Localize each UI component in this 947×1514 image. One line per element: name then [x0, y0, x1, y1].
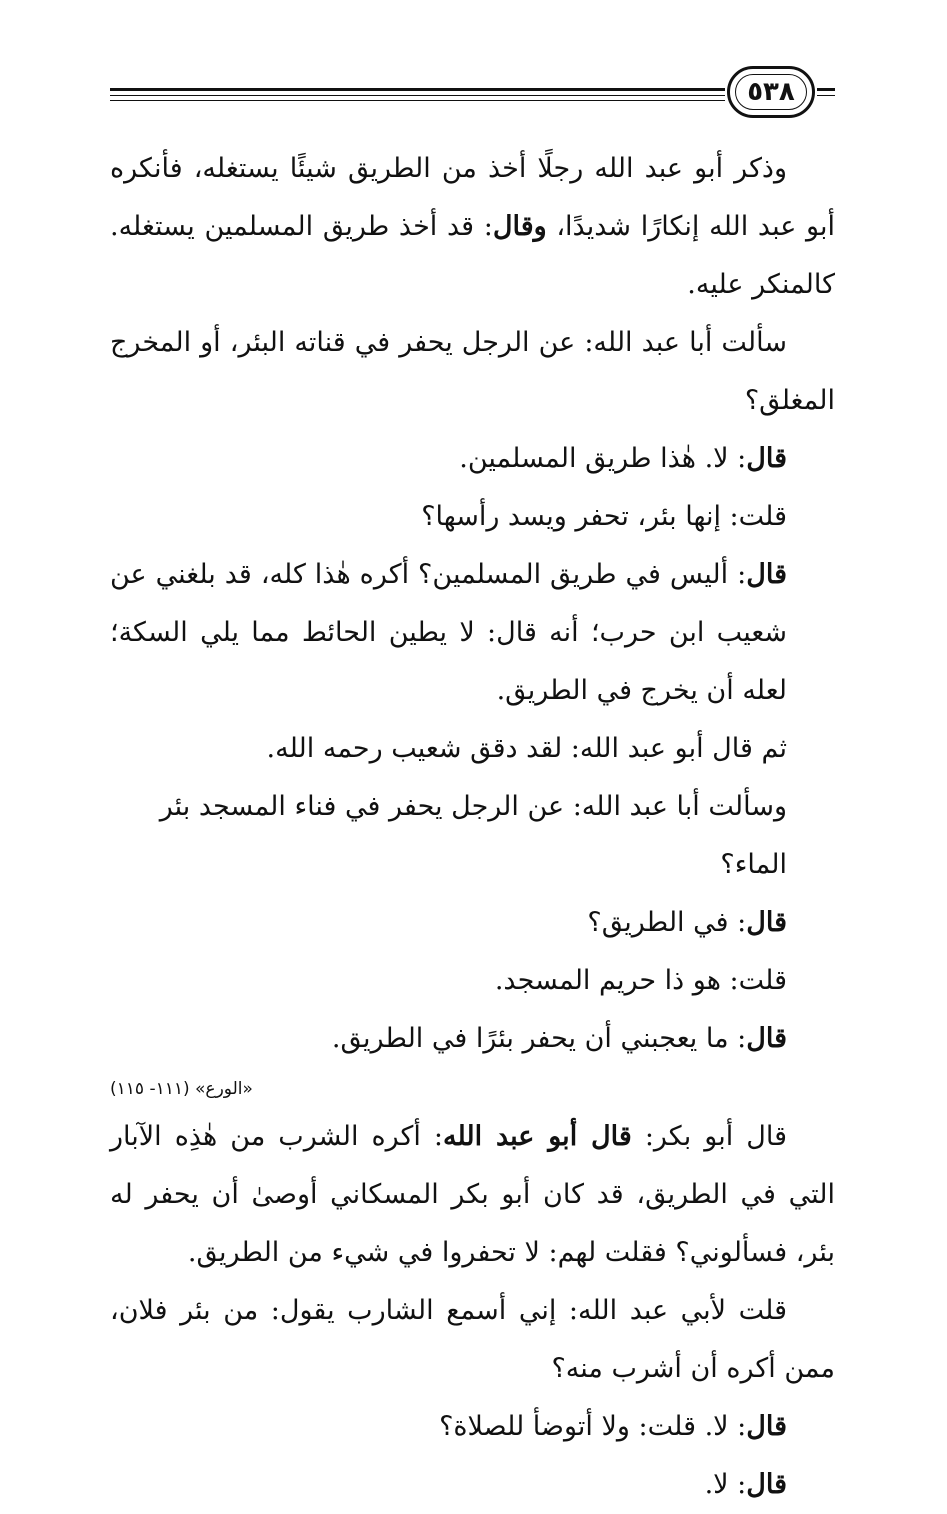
- dialog-line-5-speaker: قال: [746, 907, 787, 938]
- dialog-line-6: قلت: هو ذا حريم المسجد.: [494, 965, 787, 996]
- dialog-line-9: [110, 1456, 835, 1514]
- dialog-line-1-text: : لا. هٰذا طريق المسلمين.: [459, 443, 747, 474]
- paragraph-4-bold: قال أبو عبد الله: [442, 1121, 632, 1152]
- paragraph-4-start: قال أبو بكر:: [631, 1121, 787, 1152]
- paragraph-1-start: وذكر أبو عبد الله رجلًا أخذ من الطريق شيئًا يستغله، فأنكره أبو عبد الله إنكارًا شديدًا،: [110, 153, 835, 242]
- dialog-line-4: وسألت أبا عبد الله: عن الرجل يحفر في فناء المسجد بئر الماء؟: [159, 791, 787, 880]
- dialog-line-1: [110, 430, 835, 488]
- dialog-line-7-speaker: قال: [746, 1023, 787, 1054]
- page-header: [110, 66, 835, 126]
- paragraph-1: [110, 140, 835, 314]
- header-rule-thick: [110, 88, 725, 91]
- dialog-line-3: ثم قال أبو عبد الله: لقد دقق شعيب رحمه الله.: [266, 733, 787, 764]
- paragraph-5: قلت لأبي عبد الله: إني أسمع الشارب يقول: من بئر فلان، ممن أكره أن أشرب منه؟: [110, 1295, 835, 1384]
- paragraph-1-speaker: وقال: [492, 211, 547, 242]
- paragraph-1-end: : قد أخذ طريق المسلمين يستغله. كالمنكر عليه.: [110, 211, 835, 300]
- page-number: ٥٣٨: [747, 77, 795, 107]
- paragraph-2: سألت أبا عبد الله: عن الرجل يحفر في قناته البئر، أو المخرج المغلق؟: [110, 327, 835, 416]
- paragraph-3-text: : أليس في طريق المسلمين؟ أكره هٰذا كله، قد بلغني عن شعيب ابن حرب؛ أنه قال: لا يطين الحائط مما يلي السكة؛ لعله أن يخرج في الطريق.: [110, 559, 787, 706]
- paragraph-3: [110, 546, 835, 720]
- dialog-line-8-text: : لا. قلت: ولا أتوضأ للصلاة؟: [439, 1411, 747, 1442]
- paragraph-4-end: : أكره الشرب من هٰذِه الآبار التي في الطريق، قد كان أبو بكر المسكاني أوصىٰ أن يحفر له بئر، فسألوني؟ فقلت لهم: لا تحفروا في شيء من الطريق.: [110, 1121, 835, 1268]
- header-rule-right-thick: [817, 88, 835, 91]
- dialog-line-7: [110, 1010, 835, 1068]
- header-rule-thin: [110, 100, 725, 101]
- dialog-line-8-speaker: قال: [746, 1411, 787, 1442]
- header-rule-medium: [110, 95, 725, 96]
- dialog-line-7-text: : ما يعجبني أن يحفر بئرًا في الطريق.: [331, 1023, 747, 1054]
- dialog-line-8: [110, 1398, 835, 1456]
- source-citation: «الورع» (١١١- ١١٥): [110, 1079, 253, 1099]
- dialog-line-5-text: : في الطريق؟: [587, 907, 747, 938]
- dialog-line-1-speaker: قال: [746, 443, 787, 474]
- paragraph-4: [110, 1108, 835, 1282]
- paragraph-3-speaker: قال: [746, 559, 787, 590]
- dialog-line-9-text: : لا.: [704, 1469, 747, 1500]
- header-rule-right-thin: [817, 95, 835, 96]
- dialog-line-2: قلت: إنها بئر، تحفر ويسد رأسها؟: [421, 501, 787, 532]
- dialog-line-5: [110, 894, 835, 952]
- page-number-badge: [727, 66, 815, 118]
- page-body: [110, 140, 835, 1514]
- dialog-line-9-speaker: قال: [746, 1469, 787, 1500]
